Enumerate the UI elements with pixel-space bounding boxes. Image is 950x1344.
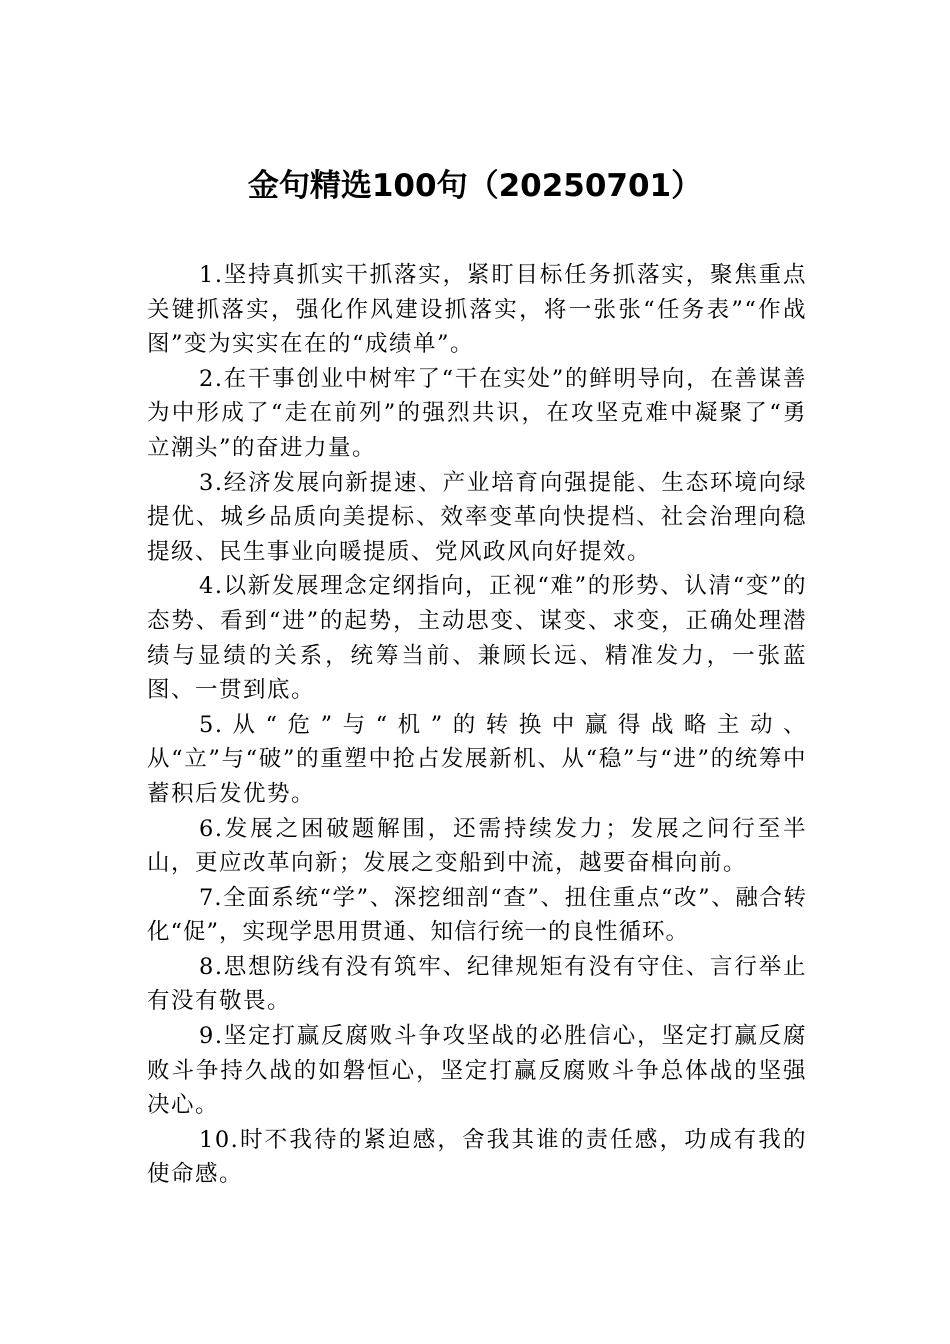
paragraph-4: 4.以新发展理念定纲指向，正视“难”的形势、认清“变”的态势、看到“进”的起势，主动思变、谋变、求变，正确处理潜绩与显绩的关系，统筹当前、兼顾长远、精准发力，一张蓝图、一贯到底。 (147, 573, 807, 704)
paragraph-8: 8.思想防线有没有筑牢、纪律规矩有没有守住、言行举止有没有敬畏。 (147, 953, 807, 1015)
paragraph-7: 7.全面系统“学”、深挖细剖“查”、扭住重点“改”、融合转化“促”，实现学思用贯通、知信行统一的良性循环。 (147, 884, 807, 946)
paragraph-6: 6.发展之困破题解围，还需持续发力；发展之问行至半山，更应改革向新；发展之变船到中流，越要奋楫向前。 (147, 815, 807, 877)
paragraph-10: 10.时不我待的紧迫感，舍我其谁的责任感，功成有我的使命感。 (147, 1126, 807, 1188)
paragraph-5: 5.从“危”与“机”的转换中赢得战略主动、从“立”与“破”的重塑中抢占发展新机、从“稳”与“进”的统筹中蓄积后发优势。 (147, 711, 807, 807)
document-body (147, 258, 807, 1192)
document-title: 金句精选100句（20250701） (247, 168, 703, 204)
paragraph-2: 2.在干事创业中树牢了“干在实处”的鲜明导向，在善谋善为中形成了“走在前列”的强烈共识，在攻坚克难中凝聚了“勇立潮头”的奋进力量。 (147, 365, 807, 461)
paragraph-3: 3.经济发展向新提速、产业培育向强提能、生态环境向绿提优、城乡品质向美提标、效率变革向快提档、社会治理向稳提级、民生事业向暖提质、党风政风向好提效。 (147, 469, 807, 565)
paragraph-9: 9.坚定打赢反腐败斗争攻坚战的必胜信心，坚定打赢反腐败斗争持久战的如磐恒心，坚定打赢反腐败斗争总体战的坚强决心。 (147, 1023, 807, 1119)
paragraph-1: 1.坚持真抓实干抓落实，紧盯目标任务抓落实，聚焦重点关键抓落实，强化作风建设抓落实，将一张张“任务表”“作战图”变为实实在在的“成绩单”。 (147, 262, 807, 358)
